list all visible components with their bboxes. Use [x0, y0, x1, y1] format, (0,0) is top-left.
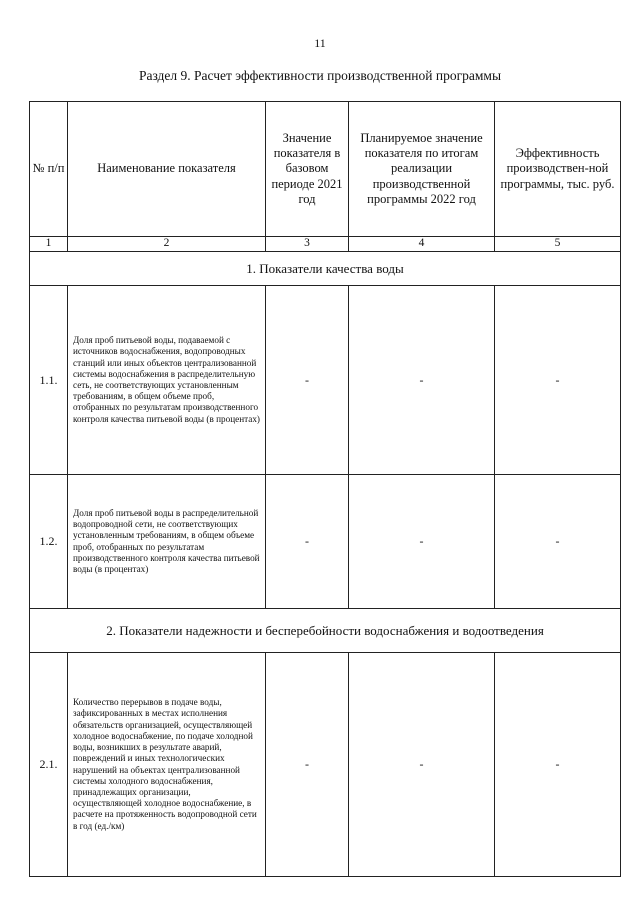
table-row [30, 286, 621, 475]
row-number: 2.1. [30, 653, 68, 877]
group-row-quality [30, 252, 621, 286]
efficiency-value: - [495, 475, 621, 609]
group-title: 2. Показатели надежности и бесперебойности водоснабжения и водоотведения [30, 609, 621, 653]
page-number: 11 [314, 36, 326, 50]
column-number: 2 [68, 237, 266, 252]
efficiency-table [29, 101, 621, 877]
header-efficiency: Эффективность производствен-ной программы, тыс. руб. [495, 102, 621, 237]
efficiency-value: - [495, 286, 621, 475]
planned-value: - [349, 286, 495, 475]
column-number-row [30, 237, 621, 252]
group-row-reliability [30, 609, 621, 653]
indicator-name: Доля проб питьевой воды, подаваемой с источников водоснабжения, водопроводных станций или иных объектов централизованной системы водоснабжения в распределительную сеть, не соответствующих установленным требованиям, в общем объеме проб, отобранных по результатам производственного контроля качества питьевой воды (в процентах) [68, 286, 266, 475]
indicator-name: Количество перерывов в подаче воды, зафиксированных в местах исполнения обязательств организацией, осуществляющей холодное водоснабжение, по подаче холодной воды, возникших в результате аварий, повреждений и иных технологических нарушений на объектах централизованной системы холодного водоснабжения, принадлежащих организации, осуществляющей холодное водоснабжение, в расчете на протяженность водопроводной сети в год (ед./км) [68, 653, 266, 877]
table-header-row [30, 102, 621, 237]
row-number: 1.1. [30, 286, 68, 475]
section-title: Раздел 9. Расчет эффективности производственной программы [138, 68, 502, 83]
efficiency-value: - [495, 653, 621, 877]
header-planned: Планируемое значение показателя по итогам реализации производственной программы 2022 год [349, 102, 495, 237]
header-base: Значение показателя в базовом периоде 2021 год [266, 102, 349, 237]
base-value: - [266, 286, 349, 475]
header-name: Наименование показателя [68, 102, 266, 237]
column-number: 4 [349, 237, 495, 252]
planned-value: - [349, 653, 495, 877]
base-value: - [266, 653, 349, 877]
header-num: № п/п [30, 102, 68, 237]
column-number: 3 [266, 237, 349, 252]
row-number: 1.2. [30, 475, 68, 609]
base-value: - [266, 475, 349, 609]
group-title: 1. Показатели качества воды [30, 252, 621, 286]
indicator-name: Доля проб питьевой воды в распределительной водопроводной сети, не соответствующих установленным требованиям, в общем объеме проб, отобранных по результатам производственного контроля качества питьевой воды (в процентах) [68, 475, 266, 609]
column-number: 1 [30, 237, 68, 252]
table-row [30, 653, 621, 877]
table-row [30, 475, 621, 609]
column-number: 5 [495, 237, 621, 252]
planned-value: - [349, 475, 495, 609]
